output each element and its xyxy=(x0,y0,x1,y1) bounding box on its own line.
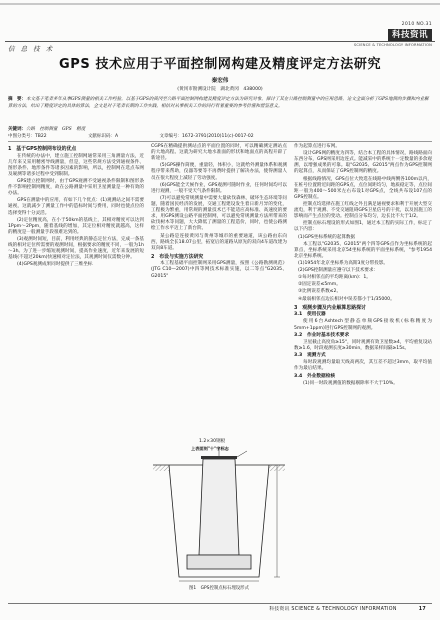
list-item: ①每对相邻点的平均距离(km)：1。 xyxy=(298,275,371,281)
journal-masthead xyxy=(350,22,432,48)
paragraph: 控制点均选择在施工红线之外且满足通视要求和利于开展大型交流电，利于观测、不受交通阻碍GPS卫星信号的干扰，以及因施工的影响而产生点位的变动。控制点分布均匀，边长比不大于1/2。 xyxy=(294,201,432,220)
article-title: GPS 技术应用于平面控制网构建及精度评定方法研究 xyxy=(58,57,382,72)
paragraph: (2)定位精度高，在小于50km的基线上，其相对精度可以达到1Ppm～2Ppm，随着基线的增加，其定位相对精度就越高，这样的精度是一般测量手段很难达到的。 xyxy=(8,217,144,235)
subsection-heading: 3.4 外业数据检核 xyxy=(294,373,336,379)
keywords xyxy=(8,127,432,133)
paragraph: 根据线路情况，GPS点位大致选在线路中线两侧各100m以内，在桩号位置附近间距的GPS点，点位间距均匀，地质稳定等，点位间距一般为400～500米左右布设1对GPS点，全线共布设107点的GPS控制点。 xyxy=(294,176,432,200)
ground-hatch-left xyxy=(153,465,169,471)
subsection-heading: 3.3 观测方式 xyxy=(294,353,326,359)
paragraph: GPS建立控制网时，由于GPS观测不受通视条件限制和图形条件不影响控制网精度，故在公路测量中采用卫星测量是一种有效的办法。 xyxy=(8,178,144,197)
paragraph: 作为起算点进行布网。 xyxy=(294,144,340,149)
paragraph: 控制点标石埋设的形式如图1，通过本工程的实际工作，标定了以下内容： xyxy=(294,221,432,233)
paragraph: 卫星截止高度角≥15°，同时观测有效卫星数≥4，平均重复设站数≥1.6，时段观测长度≥30min，数据采样间隔≥15s。 xyxy=(294,339,433,351)
paragraph: GPS在测量中的应用，有如下几个优点：(1)观测站之间不需要通视，这就减少了测量工作中的造标时间与费用，同时也使点位的选择变得十分灵活。 xyxy=(8,198,144,216)
paragraph: (3)观测时间短，目前，利用经典的静态定位方法，完成一条基线的相对定位所需要的观测时间，根据要求的精度不同，一般为1h～3h。为了进一步缩短观测时间，提高作业速度，近年来发展的短基线(不超过20km)快速相对定位法，其观测时间仅需数分钟。 xyxy=(8,236,144,261)
paragraph: (6)GPS能全天候作业，GPS观测可随时作业，任何时间均可以进行观测，一般不受天气条件限制。 xyxy=(151,182,287,194)
list-item: ②固定误差≤5mm。 xyxy=(298,282,341,288)
paragraph: 本工程基础平面控制网采用GPS测量，按照《公路勘测规范》(JTG C10—2007)中四等网技术标准实施，以二等点"G2035、G2015" xyxy=(151,261,287,279)
figure-1-caption: 图1 GPS控制点标石埋设形式 xyxy=(189,586,249,591)
leader-mark xyxy=(237,451,247,457)
abstract-text: 本文基于笔者多年从事GPS测量的相关工作经验，以基于GPS的黄冈至公路平面控制网构建及精度评定方法为研究对象，探讨了其在公路控制测量中的应用思路，论文全面分析了GPS地测的步骤和内业解算的方法，给出了精度评定的具体的算法，全文是对于笔者长期的工作实践，相信对从事相关工作的同行有着重要的参考价值和借鉴意义。 xyxy=(8,97,429,109)
section-tag: 信 息 技 术 xyxy=(8,45,55,53)
issue-number: 2010 NO.31 xyxy=(401,22,432,27)
section-heading-1: 1 基于GPS控制网布设的优点 xyxy=(8,146,77,152)
figure-label-mark: 上表面刻"十"字标志 xyxy=(191,446,229,451)
paragraph: (1)同一时段观测值的数据剔除率不大于10%。 xyxy=(303,380,398,386)
page-number: 17 xyxy=(418,607,426,612)
page-footer xyxy=(269,607,426,613)
paragraph: (4)GPS观测成果同时提供了三维坐标 xyxy=(17,262,93,268)
figure-1-marker-diagram xyxy=(151,437,287,585)
column-1 xyxy=(8,144,144,269)
footer-rule xyxy=(8,603,432,604)
concrete-pillar xyxy=(199,459,239,555)
section-heading-3: 3 观测步骤及内业解算思路探讨 xyxy=(294,304,366,311)
body-rule xyxy=(8,141,432,142)
paragraph: (7)可以避免常规测量中需要大量砍伐森林，破坏生态环境等问题，随着国民经济的发展，交通工程建设发生着日新月异的变化，工程极为繁重，用常规的测量技术已不能适应高标准、高速度的要求，用GPS测设公路平面控制网，可以避免常规测量方法所带来的砍伐树木等问题，大大降低了测量的工程造价，同时，也使公路测绘工作水平迈上了新台阶。 xyxy=(151,195,287,232)
paragraph: 在传统的办法中，建立施工控制网通常采用三角测量方法，近几年来又采用精密导线测量，但是，这些常规方法受到通视条件、图形条件、地形条件等诸多因素的影响，所以，控制网在选点布网及觇测等诸多过程中受到限制。 xyxy=(8,153,144,177)
figure-label-plate: 1.2×30钢板 xyxy=(199,439,226,444)
abstract-label: 摘 要： xyxy=(8,97,26,102)
article-affiliation: (黄冈市勘测设计院 湖北黄冈 438000) xyxy=(177,87,263,92)
article-number: 文章编号：1672-3791(2010)11(c)-0017-02 xyxy=(159,134,254,139)
paragraph: 设计GPS网的精度为四等，结合本工程的具体情况，路线路面向东西分布，GPS网采用边连式。能减采中的系统十一定数量的多余观测，以增强成果的可靠。取"G2035、G2015"两点作为GPS控制网的起算点，从而保证了GPS控制网的精度。 xyxy=(294,151,432,175)
journal-brand: 科技资讯 xyxy=(388,29,432,42)
paragraph: 某公路是连接黄冈与黄州等城市的重要通道，该公路由东向西，路线全长18.07公里，拓宽后的道路从原先的双向4车道改建为双向8车道。 xyxy=(151,233,287,251)
journal-brand-en: SCIENCE & TECHNOLOGY INFORMATION xyxy=(353,43,432,48)
marker-burial-diagram xyxy=(151,437,287,585)
list-item: ③比例误差系数≤2。 xyxy=(298,289,342,295)
list-item: ④最弱相邻点边长相对中误差都小于1/35000。 xyxy=(298,296,395,302)
paragraph: 使用6台Ashtech型静态单频GPS接收机(标称精度为5mm+1ppm)进行GPS控制网的观测。 xyxy=(294,319,432,331)
paragraph: 本工程以"G2035、G2015"两个四等GPS点作为坐标系统的起算点，坐标系统采用北京54坐标系统的平面坐标系统，"参考1954北京坐标系统。 xyxy=(294,241,432,259)
list-item: (1)GPS坐标系统的起算数据 xyxy=(298,234,356,240)
abstract xyxy=(8,97,432,110)
doc-code: 文献标识码：A xyxy=(88,134,119,139)
section-heading-2: 2 布设与实施方法研究 xyxy=(151,253,204,260)
clc-number: 中图分类号：TB22 xyxy=(8,134,47,139)
column-3 xyxy=(294,144,432,388)
article-meta xyxy=(8,134,432,140)
column-2 xyxy=(151,144,287,281)
footer-journal: 科技资讯 SCIENCE & TECHNOLOGY INFORMATION xyxy=(269,607,397,612)
header-top-rule xyxy=(0,3,440,5)
subsection-heading: 3.2 作业时基本技术要求 xyxy=(294,332,350,338)
pillar-base xyxy=(187,555,251,569)
keywords-text: 公路 控制测量 GPS 精度 xyxy=(26,127,86,132)
list-item: (1)1954年北京坐标系为高斯3度分带投影。 xyxy=(298,260,389,266)
paragraph: (5)GPS操作简便，重量轻，体积小，这就给外测量体系和观测程序带来帮助，仪器等要等不再费时提供了解决办法，使得测量人员在很大程度上减轻了劳动强度。 xyxy=(151,163,287,181)
paragraph: 每时段观测均量取天线高两次，其互差不超过3mm，取平均值作为最后结果。 xyxy=(294,360,432,372)
list-item: (2)GPS控制测量应遵守以下技术要求： xyxy=(298,268,379,274)
article-author: 秦宏伟 xyxy=(211,78,229,84)
keywords-label: 关键词： xyxy=(8,127,26,132)
paragraph: CGPS在精确提供测站点的平面位置的同时，可以精确测定测站点的大地高程。这就为研究大地水准面的形状和地面点的高程开辟了新途径。 xyxy=(151,144,287,162)
steel-plate xyxy=(201,456,237,459)
subsection-heading: 3.1 使用仪器 xyxy=(294,312,326,318)
header-rule xyxy=(5,41,435,42)
